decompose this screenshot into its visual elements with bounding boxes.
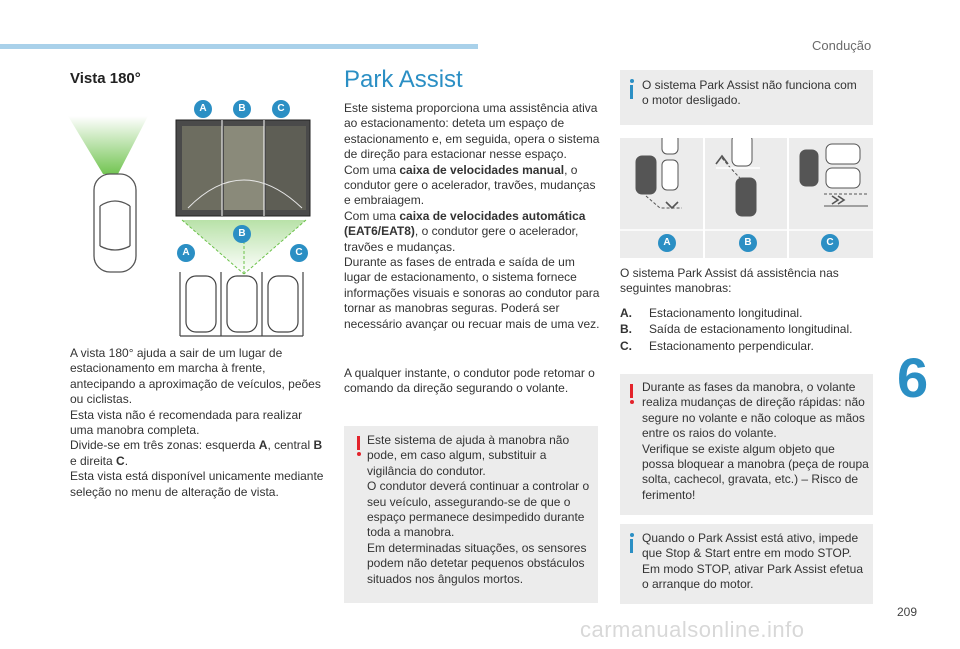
- label-c-top: C: [272, 100, 290, 118]
- info2-text: Quando o Park Assist está ativo, impede que Stop & Start entre em modo STOP. Em modo STOP, ativar Park Assist efetua o arranque do motor.: [642, 531, 863, 592]
- vista-180-body: [70, 346, 326, 500]
- diagram-label-a: A: [658, 234, 676, 252]
- park-intro: Este sistema proporciona uma assistência ativa ao estacionamento: deteta um espaço de estacionamento e, em seguida, opera o sistema de direção para estacionar nesse espaço.: [344, 101, 600, 162]
- park-phases: Durante as fases de entrada e saída de um lugar de estacionamento, o sistema fornece informações visuais e sonoras ao condutor para tornar as manobras seguras. Poderá ser necessário avançar ou recuar mais de uma vez.: [344, 255, 600, 331]
- list-text: Estacionamento longitudinal.: [649, 306, 803, 320]
- warn2-p2: Verifique se existe algum objeto que possa bloquear a manobra (peça de roupa solta, cachecol, gravata, etc.) – Risco de ferimento!: [642, 441, 869, 502]
- page-number: 209: [897, 605, 918, 619]
- header-bar: [0, 44, 478, 49]
- label-b-top: B: [233, 100, 251, 118]
- list-text: Estacionamento perpendicular.: [649, 339, 814, 353]
- info-icon: [630, 533, 633, 553]
- warning-box-steering: [620, 374, 873, 515]
- car-top-icon: [94, 174, 136, 272]
- park-auto: Com uma caixa de velocidades automática (EAT6/EAT8), o condutor gere o acelerador, travões e mudanças.: [344, 208, 586, 254]
- vista-p2: Esta vista não é recomendada para realizar uma manobra completa.: [70, 407, 303, 438]
- vista-p1: A vista 180° ajuda a sair de um lugar de estacionamento em marcha à frente, antecipando a aproximação de veículos, peões ou ciclistas.: [70, 346, 321, 407]
- diagram-label-b: B: [739, 234, 757, 252]
- info-box-stop-start: [620, 524, 873, 604]
- warning-box-driver: [344, 426, 598, 603]
- warn2-p1: Durante as fases da manobra, o volante realiza mudanças de direção rápidas: não segure no volante e não coloque as mãos entre os raios do volante.: [642, 380, 865, 441]
- warning-icon: [357, 436, 360, 456]
- label-b-mid: B: [233, 225, 251, 243]
- vista-p3: Divide-se em três zonas: esquerda A, central B e direita C.: [70, 438, 323, 468]
- park-assist-heading: Park Assist: [344, 66, 463, 93]
- parked-cars-icon: [180, 272, 303, 336]
- diagram-label-c: C: [821, 234, 839, 252]
- list-key: B.: [620, 322, 632, 336]
- park-any-moment: A qualquer instante, o condutor pode retomar o comando da direção segurando o volante.: [344, 366, 595, 396]
- section-title: Condução: [812, 38, 872, 53]
- chapter-number: 6: [897, 346, 929, 409]
- watermark: carmanualsonline.info: [580, 617, 805, 642]
- assist-intro: O sistema Park Assist dá assistência nas seguintes manobras:: [620, 266, 839, 296]
- label-a-mid: A: [177, 244, 195, 262]
- park-manual: Com uma caixa de velocidades manual, o condutor gere o acelerador, travões, mudanças e embraiagem.: [344, 162, 596, 208]
- vista-p4: Esta vista está disponível unicamente mediante seleção no menu de alteração de vista.: [70, 469, 324, 499]
- park-assist-body: [344, 101, 600, 332]
- warn1-p2: O condutor deverá continuar a controlar o seu veículo, assegurando-se de que o espaço permanece desimpedido durante toda a manobra.: [367, 479, 590, 540]
- label-c-mid: C: [290, 244, 308, 262]
- info-icon: [630, 79, 633, 99]
- info1-text: O sistema Park Assist não funciona com o motor desligado.: [642, 78, 857, 108]
- list-key: C.: [620, 339, 632, 353]
- camera-fan: [68, 116, 148, 174]
- info-box-engine: [620, 70, 873, 125]
- warn1-p3: Em determinadas situações, os sensores podem não detetar pequenos obstáculos situados nos ângulos mortos.: [367, 540, 587, 586]
- label-a-top: A: [194, 100, 212, 118]
- vista-180-illustration: [58, 96, 322, 342]
- list-key: A.: [620, 306, 632, 320]
- warn1-p1: Este sistema de ajuda à manobra não pode, em caso algum, substituir a vigilância do condutor.: [367, 433, 570, 478]
- vista-180-heading: Vista 180°: [70, 70, 141, 87]
- warning-icon: [630, 384, 633, 404]
- list-text: Saída de estacionamento longitudinal.: [649, 322, 853, 336]
